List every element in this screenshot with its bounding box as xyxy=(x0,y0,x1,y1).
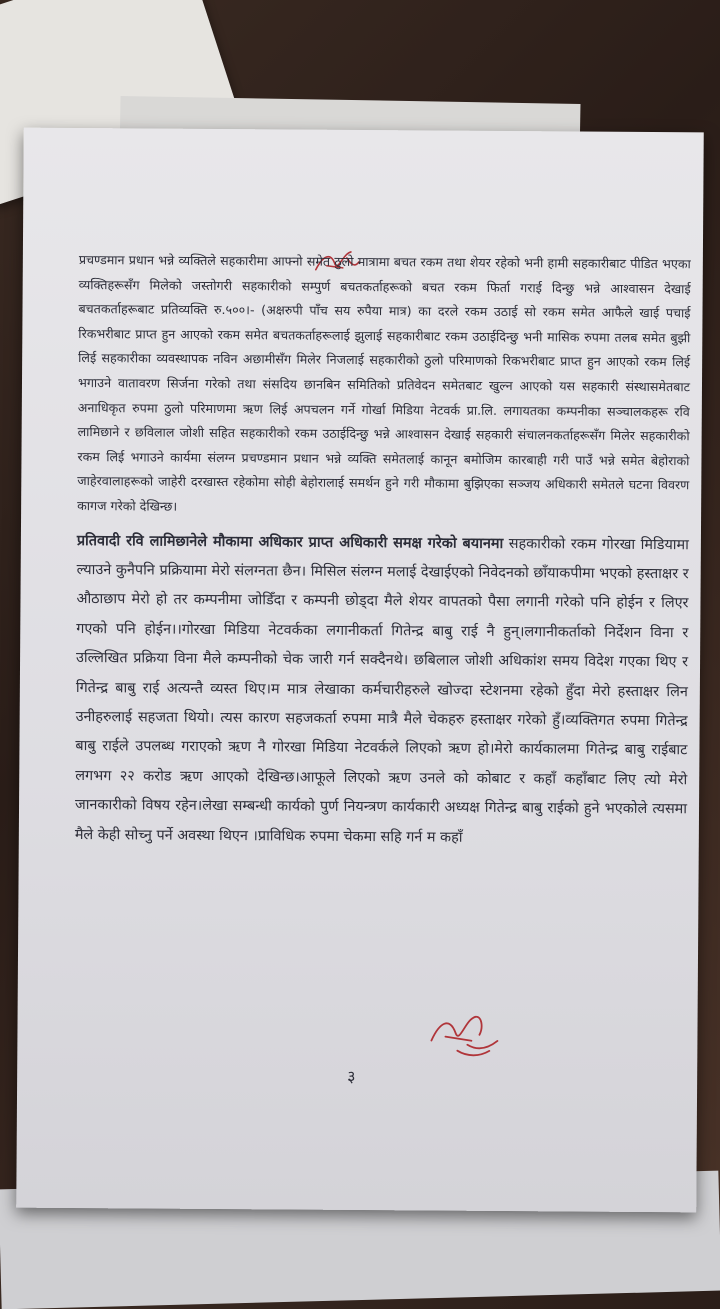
paragraph-1: प्रचण्डमान प्रधान भन्ने व्यक्तिले सहकारीमा आफ्नो समेत ठुलो मात्रामा बचत रकम तथा शेयर रहेको भनी हामी सहकारीबाट पीडित भएका व्यक्तिहरूसँग मिलेको जस्तोगरी सहकारीको सम्पुर्ण बचतकर्ताहरूको बचत रकम फिर्ता गराई दिन्छु भन्ने आश्वासन देखाई बचतकर्ताहरूबाट प्रतिव्यक्ति रु.५००।- (अक्षरुपी पाँच सय रुपैया मात्र) का दरले रकम उठाई सो रकम समेत आफैले खाई पचाई रिकभरीबाट प्राप्त हुन आएको रकम समेत बचतकर्ताहरूलाई झुलाई सहकारीबाट रकम उठाईदिन्छु भनी मासिक रुपमा तलब समेत बुझी लिई सहकारीका व्यवस्थापक नविन अछामीसँग मिलेर निजलाई सहकारीको ठुलो परिमाणको रिकभरीबाट प्राप्त हुन आएको रकम लिई भगाउने वातावरण सिर्जना गरेको तथा संसदिय छानबिन समितिको प्रतिवेदन समेतबाट खुल्न आएको यस सहकारी संस्थासमेतबाट अनाधिकृत रुपमा ठुलो परिमाणमा ऋण लिई अपचलन गर्ने गोर्खा मिडिया नेटवर्क प्रा.लि. लगायतका कम्पनीका सञ्चालकहरू रवि लामिछाने र छविलाल जोशी सहित सहकारीको रकम उठाईदिन्छु भन्ने आश्वासन देखाई सहकारी संचालनकर्ताहरूसँग मिलेर सहकारीको रकम लिई भगाउने कार्यमा संलग्न प्रचण्डमान प्रधान भन्ने व्यक्ति समेतलाई कानून बमोजिम कारबाही गरी पाउँ भन्ने समेत बेहोराको जाहेरवालाहरूको जाहेरी दरखास्त रहेकोमा सोही बेहोरालाई समर्थन हुने गरी मौकामा बुझिएका सञ्जय अधिकारी समेतले घटना विवरण कागज गरेको देखिन्छ। xyxy=(77,252,691,514)
document-body xyxy=(75,248,691,854)
document-page xyxy=(16,128,704,1213)
paragraph-2 xyxy=(75,527,689,855)
paragraph-2-body: सहकारीको रकम गोरखा मिडियामा ल्याउने कुनैपनि प्रक्रियामा मेरो संलग्नता छैन। मिसिल संलग्न मलाई देखाईएको निवेदनको छाँयाकपीमा भएको हस्ताक्षर र औठाछाप मेरो हो तर कम्पनीमा जोडिँदा र कम्पनी छोड्दा मैले शेयर वापतको पैसा लगानी गरेको पनि होईन र लिएर गएको पनि होईन।।गोरखा मिडिया नेटवर्कका लगानीकर्ता गितेन्द्र बाबु राई नै हुन्।लगानीकर्ताको निर्देशन विना र उल्लिखित प्रक्रिया विना मैले कम्पनीको चेक जारी गर्न सक्दैनथे। छबिलाल जोशी अधिकांश समय विदेश गएका थिए र गितेन्द्र बाबु राई अत्यन्तै व्यस्त थिए।म मात्र लेखाका कर्मचारीहरुले खोज्दा स्टेशनमा रहेको हुँदा मेरो हस्ताक्षर लिन उनीहरुलाई सहजता थियो। त्यस कारण सहजकर्ता रुपमा मात्रै मैले चेकहरु हस्ताक्षर गरेको हुँ।व्यक्तिगत रुपमा गितेन्द्र बाबु राईले उपलब्ध गराएको ऋण नै गोरखा मिडिया नेटवर्कले लिएको ऋण हो।मेरो कार्यकालमा गितेन्द्र बाबु राईबाट लगभग २२ करोड ऋण आएको देखिन्छ।आफूले लिएको ऋण उनले को कोबाट र कहाँ कहाँबाट लिए त्यो मेरो जानकारीको विषय रहेन।लेखा सम्बन्धी कार्यको पुर्ण नियन्त्रण कार्यकारी अध्यक्ष गितेन्द्र बाबु राईको हुने भएकोले त्यसमा मैले केही सोच्नु पर्ने अवस्था थिएन ।प्राविधिक रुपमा चेकमा सहि गर्न म कहाँ xyxy=(74,535,689,846)
page-number: ३ xyxy=(347,1066,356,1086)
paragraph-2-lead: प्रतिवादी रवि लामिछानेले मौकामा अधिकार प्राप्त अधिकारी समक्ष गरेको बयानमा xyxy=(76,532,504,552)
signature-mark xyxy=(427,1010,501,1059)
